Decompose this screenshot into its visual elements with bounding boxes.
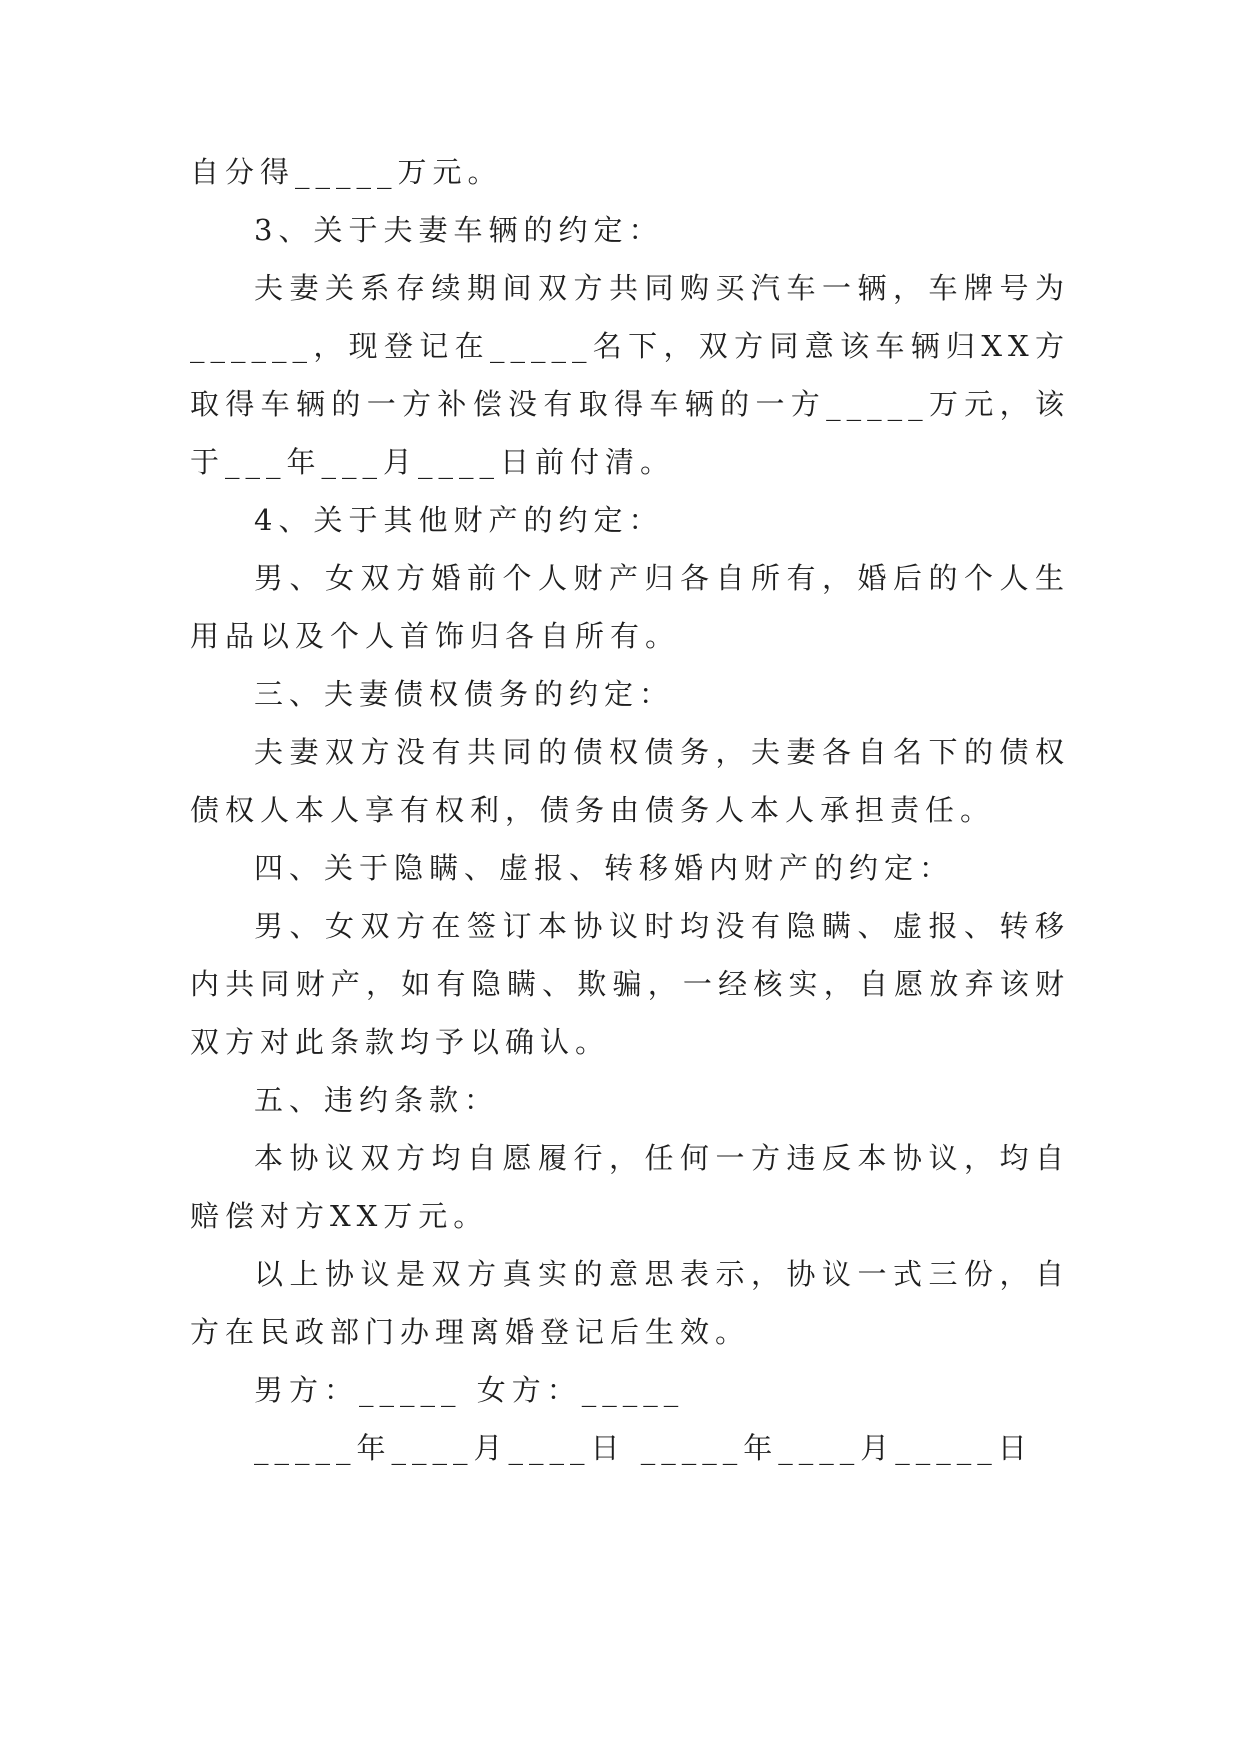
text-line-20: 以上协议是双方真实的意思表示，协议一式三份，自: [254, 1257, 1070, 1291]
text-line-9: 用品以及个人首饰归各自所有。: [190, 619, 681, 653]
text-line-6: 于___年___月____日前付清。: [190, 445, 676, 479]
text-line-3: 夫妻关系存续期间双方共同购买汽车一辆，车牌号为: [254, 271, 1070, 305]
text-line-21: 方在民政部门办理离婚登记后生效。: [190, 1315, 751, 1349]
text-line-18: 本协议双方均自愿履行，任何一方违反本协议，均自: [254, 1141, 1070, 1175]
section-heading-concealment: 四、关于隐瞒、虚报、转移婚内财产的约定：: [254, 851, 955, 885]
text-line-12: 债权人本人享有权利，债务由债务人本人承担责任。: [190, 793, 996, 827]
text-line-5: 取得车辆的一方补偿没有取得车辆的一方_____万元，该: [190, 387, 1070, 421]
text-line-4: ______，现登记在_____名下，双方同意该车辆归XX方: [190, 329, 1070, 363]
signature-line: 男方：_____ 女方：_____: [254, 1373, 685, 1407]
text-line-15: 内共同财产，如有隐瞒、欺骗，一经核实，自愿放弃该财: [190, 967, 1070, 1001]
text-line-16: 双方对此条款均予以确认。: [190, 1025, 611, 1059]
section-heading-debts: 三、夫妻债权债务的约定：: [254, 677, 675, 711]
section-heading-breach: 五、违约条款：: [254, 1083, 500, 1117]
section-heading-other-property: 4、关于其他财产的约定：: [254, 503, 664, 537]
text-line-1: 自分得_____万元。: [190, 155, 503, 189]
section-heading-vehicle: 3、关于夫妻车辆的约定：: [254, 213, 664, 247]
text-line-19: 赔偿对方XX万元。: [190, 1199, 489, 1233]
text-line-8: 男、女双方婚前个人财产归各自所有，婚后的个人生: [254, 561, 1070, 595]
date-line: _____年____月____日 _____年____月_____日: [254, 1431, 1033, 1465]
text-line-14: 男、女双方在签订本协议时均没有隐瞒、虚报、转移: [254, 909, 1070, 943]
text-line-11: 夫妻双方没有共同的债权债务，夫妻各自名下的债权: [254, 735, 1070, 769]
